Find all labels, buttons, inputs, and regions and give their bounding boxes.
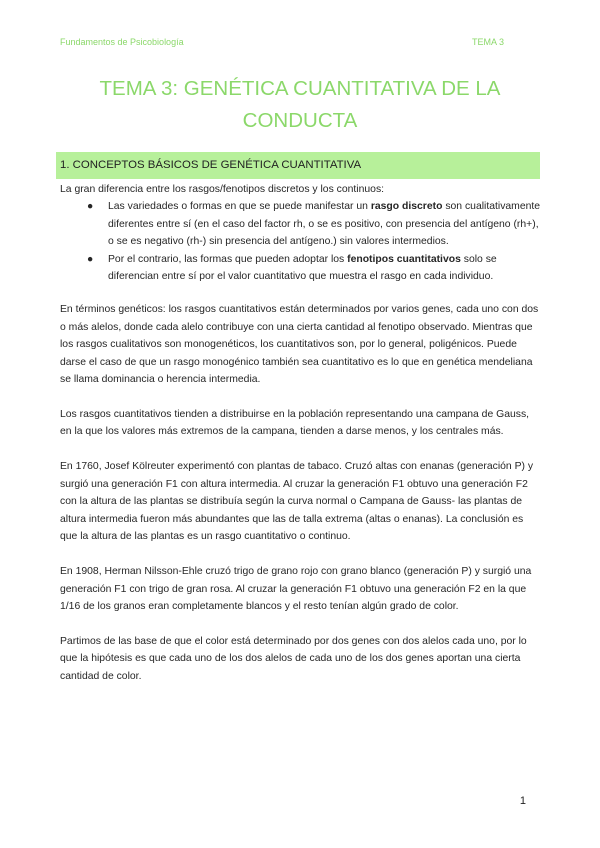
page-title: [60, 73, 540, 137]
paragraph-gauss-distribution: Los rasgos cuantitativos tienden a distribuirse en la población representando una campana de Gauss, en la que los valores más extremos de la campana, tienden a darse menos, y los centrales más.: [60, 409, 530, 438]
running-header-course: Fundamentos de Psicobiología: [60, 37, 184, 47]
intro-paragraph: La gran diferencia entre los rasgos/fenotipos discretos y los continuos:: [60, 184, 385, 195]
bullet-text: Las variedades o formas en que se puede manifestar un: [108, 201, 371, 213]
bullet-text: Por el contrario, las formas que pueden adoptar los: [108, 253, 348, 265]
paragraph-genetic-terms: En términos genéticos: los rasgos cuantitativos están determinados por varios genes, cada uno con dos o más alelos, donde cada alelo contribuye con una cierta cantidad al fenotipo observado. Mientras que los rasgos cualitativos son monogenéticos, los cuantitativos son, por lo general, poligénicos. Puede darse el caso de que un rasgo monogénico también sea cuantitativo es lo que en genética mendeliana se llama dominancia o herencia intermedia.: [60, 304, 539, 386]
bullet-item-discrete: [60, 198, 542, 250]
bullet-text: son cualitativamente diferentes entre sí (en el caso del factor rh, o se es positivo, con presencia del antígeno (rh+), o se es negativo (rh-) sin presencia del antígeno.) sin valores intermedios.: [108, 201, 541, 248]
bullet-bold-term: rasgo discreto: [370, 201, 443, 213]
bullet-text: solo se diferencian entre sí por el valor cuantitativo que muestra el rasgo en cada individuo.: [108, 253, 497, 283]
paragraph-hypothesis: Partimos de las base de que el color está determinado por dos genes con dos alelos cada uno, por lo que la hipótesis es que cada uno de los dos alelos de cada uno de los dos genes aportan una cierta cantidad de color.: [60, 635, 527, 682]
section-heading: 1. CONCEPTOS BÁSICOS DE GENÉTICA CUANTITATIVA: [56, 152, 540, 179]
running-header-topic: TEMA 3: [471, 37, 504, 47]
bullet-icon: ●: [87, 253, 94, 265]
page-title-line-2: CONDUCTA: [242, 109, 358, 132]
paragraph-kolreuter: En 1760, Josef Kölreuter experimentó con plantas de tabaco. Cruzó altas con enanas (generación P) y surgió una generación F1 con altura intermedia. Al cruzar la generación F1 obtuvo una generación F2 con la altura de las plantas se distribuía según la curva normal o Campana de Gauss- las plantas de altura intermedia fueron más abundantes que las de talla extrema (altas o enanas). La conclusión es que la altura de las plantas es un rasgo cuantitativo o continuo.: [60, 461, 534, 543]
document-body: [60, 181, 542, 685]
bullet-item-quantitative: [60, 251, 542, 286]
bullet-bold-term: fenotipos cuantitativos: [347, 253, 461, 265]
page-title-line-1: TEMA 3: GENÉTICA CUANTITATIVA DE LA: [99, 77, 501, 100]
paragraph-nilsson-ehle: En 1908, Herman Nilsson-Ehle cruzó trigo de grano rojo con grano blanco (generación P) y surgió una generación F1 con trigo de gran rosa. Al cruzar la generación F1 obtuvo una generación F2 en la que 1/16 de los granos eran completamente blancos y el resto tenían algún grado de color.: [60, 566, 532, 612]
bullet-list: [60, 198, 542, 285]
bullet-icon: ●: [87, 201, 94, 213]
page-number: 1: [519, 795, 526, 807]
